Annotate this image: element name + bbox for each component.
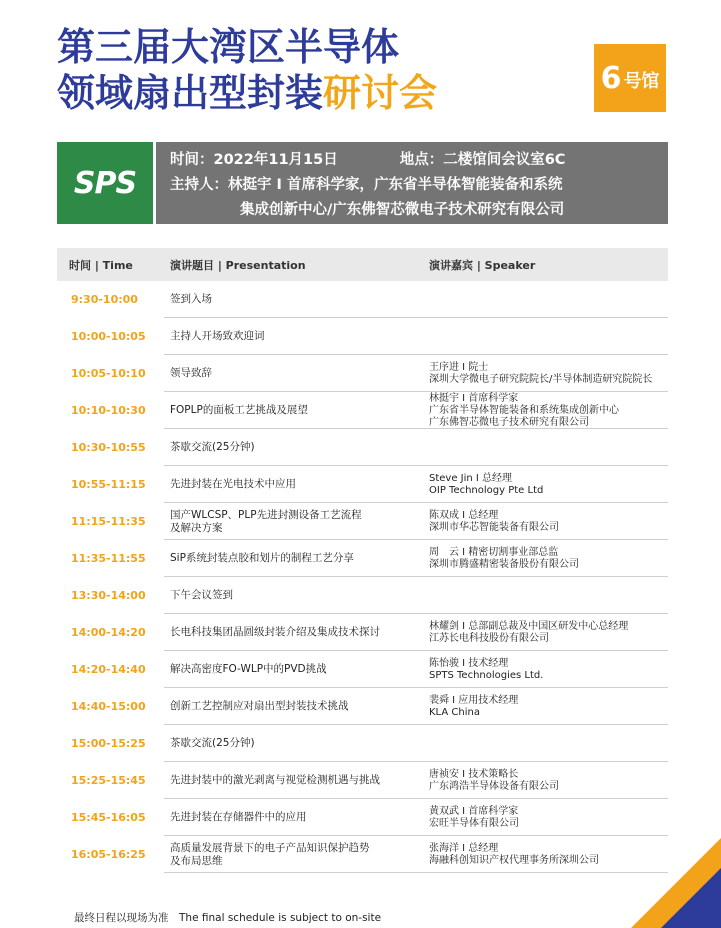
row-time: 15:25-15:45 <box>71 774 146 787</box>
row-presentation <box>164 404 422 417</box>
presentation-line: 主持人开场致欢迎词 <box>170 330 265 342</box>
row-presentation <box>164 774 422 787</box>
schedule-table <box>57 248 668 873</box>
row-time: 15:45-16:05 <box>71 811 146 824</box>
speaker-line: 广东鸿浩半导体设备有限公司 <box>429 780 559 792</box>
speaker-line: 广东省半导体智能装备和系统集成创新中心 <box>429 404 619 416</box>
speaker-line: 王序进 I 院士 <box>429 361 489 373</box>
info-time: 时间：2022年11月15日 <box>170 152 338 168</box>
row-time: 9:30-10:00 <box>71 293 138 306</box>
footer-note: 最终日程以现场为准 The final schedule is subject to on-site <box>74 912 382 924</box>
speaker-line: 广东佛智芯微电子技术研究有限公司 <box>429 416 589 428</box>
row-presentation <box>164 700 422 713</box>
table-row <box>57 429 668 466</box>
presentation-line: 长电科技集团晶圆级封装介绍及集成技术探讨 <box>170 626 380 638</box>
table-row <box>57 614 668 651</box>
presentation-line: 签到入场 <box>170 293 212 305</box>
event-info-box <box>156 142 668 224</box>
row-speaker <box>422 547 668 571</box>
speaker-line: 海融科创知识产权代理事务所深圳公司 <box>429 854 599 866</box>
table-row <box>57 836 668 873</box>
row-speaker <box>422 695 668 719</box>
row-presentation <box>164 441 422 454</box>
sps-logo <box>57 142 153 224</box>
row-time: 10:00-10:05 <box>71 330 146 343</box>
presentation-line: 领导致辞 <box>170 367 212 379</box>
speaker-line: 陈怡骏 I 技术经理 <box>429 657 509 669</box>
info-host-line-2: 集成创新中心/广东佛智芯微电子技术研究有限公司 <box>240 202 565 218</box>
presentation-line: 创新工艺控制应对扇出型封装技术挑战 <box>170 700 349 712</box>
info-venue: 地点：二楼馆间会议室6C <box>399 152 566 168</box>
row-time: 10:30-10:55 <box>71 441 146 454</box>
table-row <box>57 281 668 318</box>
table-row <box>57 466 668 503</box>
speaker-line: 江苏长电科技股份有限公司 <box>429 632 549 644</box>
table-row <box>57 540 668 577</box>
row-presentation <box>164 293 422 306</box>
table-row <box>57 318 668 355</box>
info-time-venue-line <box>170 148 668 173</box>
row-speaker <box>422 621 668 645</box>
presentation-line: 先进封装在存储器件中的应用 <box>170 811 307 823</box>
row-presentation <box>164 509 422 535</box>
event-title <box>57 24 527 116</box>
row-time: 14:40-15:00 <box>71 700 146 713</box>
presentation-line: SiP系统封装点胶和划片的制程工艺分享 <box>170 552 354 564</box>
speaker-line: Steve Jin I 总经理 <box>429 472 513 484</box>
row-speaker <box>422 658 668 682</box>
header-presentation: 演讲题目 | Presentation <box>170 258 306 272</box>
row-time: 10:55-11:15 <box>71 478 146 491</box>
table-row <box>57 577 668 614</box>
row-time: 11:35-11:55 <box>71 552 146 565</box>
row-presentation <box>164 842 422 868</box>
speaker-line: 深圳市华芯智能装备有限公司 <box>429 521 559 533</box>
speaker-line: 唐祯安 I 技术策略长 <box>429 768 519 780</box>
title-line-2 <box>57 70 527 116</box>
hall-label: 号馆 <box>623 71 660 92</box>
row-speaker <box>422 393 668 429</box>
presentation-line: 茶歇交流(25分钟) <box>170 737 255 749</box>
row-time: 14:20-14:40 <box>71 663 146 676</box>
speaker-line: KLA China <box>429 706 480 718</box>
row-presentation <box>164 589 422 602</box>
row-presentation <box>164 330 422 343</box>
speaker-line: 张海洋 I 总经理 <box>429 842 499 854</box>
row-time: 16:05-16:25 <box>71 848 146 861</box>
logo-text: SPS <box>73 165 137 201</box>
row-time: 11:15-11:35 <box>71 515 146 528</box>
row-presentation <box>164 737 422 750</box>
row-speaker <box>422 473 668 497</box>
presentation-line: 下午会议签到 <box>170 589 233 601</box>
table-body <box>57 281 668 873</box>
table-row <box>57 651 668 688</box>
row-time: 13:30-14:00 <box>71 589 146 602</box>
speaker-line: OIP Technology Pte Ltd <box>429 484 544 496</box>
table-row <box>57 355 668 392</box>
row-speaker <box>422 362 668 386</box>
presentation-line: 先进封装在光电技术中应用 <box>170 478 296 490</box>
title-line-2-accent: 研讨会 <box>323 71 438 115</box>
speaker-line: 陈双成 I 总经理 <box>429 509 499 521</box>
table-row <box>57 503 668 540</box>
presentation-line: 高质量发展背景下的电子产品知识保护趋势 <box>170 841 370 854</box>
hall-badge <box>594 44 666 112</box>
presentation-line: 及布局思维 <box>170 854 223 867</box>
row-time: 10:05-10:10 <box>71 367 146 380</box>
row-presentation <box>164 478 422 491</box>
row-presentation <box>164 552 422 565</box>
presentation-line: 及解决方案 <box>170 521 223 534</box>
table-row <box>57 392 668 429</box>
row-presentation <box>164 626 422 639</box>
table-row <box>57 799 668 836</box>
presentation-line: 先进封装中的激光剥离与视觉检测机遇与挑战 <box>170 774 380 786</box>
row-presentation <box>164 663 422 676</box>
header-speaker: 演讲嘉宾 | Speaker <box>429 258 536 272</box>
speaker-line: 裴舜 I 应用技术经理 <box>429 694 519 706</box>
presentation-line: 解决高密度FO-WLP中的PVD挑战 <box>170 663 327 675</box>
speaker-line: 黄双武 I 首席科学家 <box>429 805 519 817</box>
speaker-line: SPTS Technologies Ltd. <box>429 669 544 681</box>
speaker-line: 深圳大学微电子研究院院长/半导体制造研究院院长 <box>429 373 653 385</box>
presentation-line: 国产WLCSP、PLP先进封测设备工艺流程 <box>170 508 362 521</box>
speaker-line: 深圳市腾盛精密装备股份有限公司 <box>429 558 579 570</box>
row-time: 14:00-14:20 <box>71 626 146 639</box>
info-host-line-1: 主持人：林挺宇 I 首席科学家，广东省半导体智能装备和系统 <box>170 177 563 193</box>
speaker-line: 宏旺半导体有限公司 <box>429 817 519 829</box>
title-line-2-main: 领域扇出型封装 <box>57 71 324 115</box>
speaker-line: 周 云 I 精密切割事业部总监 <box>429 546 559 558</box>
row-presentation <box>164 811 422 824</box>
speaker-line: 林挺宇 I 首席科学家 <box>429 392 519 404</box>
speaker-line: 林耀剑 I 总部副总裁及中国区研发中心总经理 <box>429 620 629 632</box>
hall-number: 6 <box>600 60 622 96</box>
title-line-1: 第三届大湾区半导体 <box>57 25 400 69</box>
row-speaker <box>422 769 668 793</box>
row-time: 10:10-10:30 <box>71 404 146 417</box>
table-row <box>57 688 668 725</box>
table-header <box>57 248 668 281</box>
row-time: 15:00-15:25 <box>71 737 146 750</box>
row-speaker <box>422 806 668 830</box>
row-presentation <box>164 367 422 380</box>
presentation-line: 茶歇交流(25分钟) <box>170 441 255 453</box>
corner-decoration-blue <box>661 868 721 928</box>
table-row <box>57 725 668 762</box>
presentation-line: FOPLP的面板工艺挑战及展望 <box>170 404 308 416</box>
row-speaker <box>422 510 668 534</box>
header-time: 时间 | Time <box>69 258 133 272</box>
table-row <box>57 762 668 799</box>
